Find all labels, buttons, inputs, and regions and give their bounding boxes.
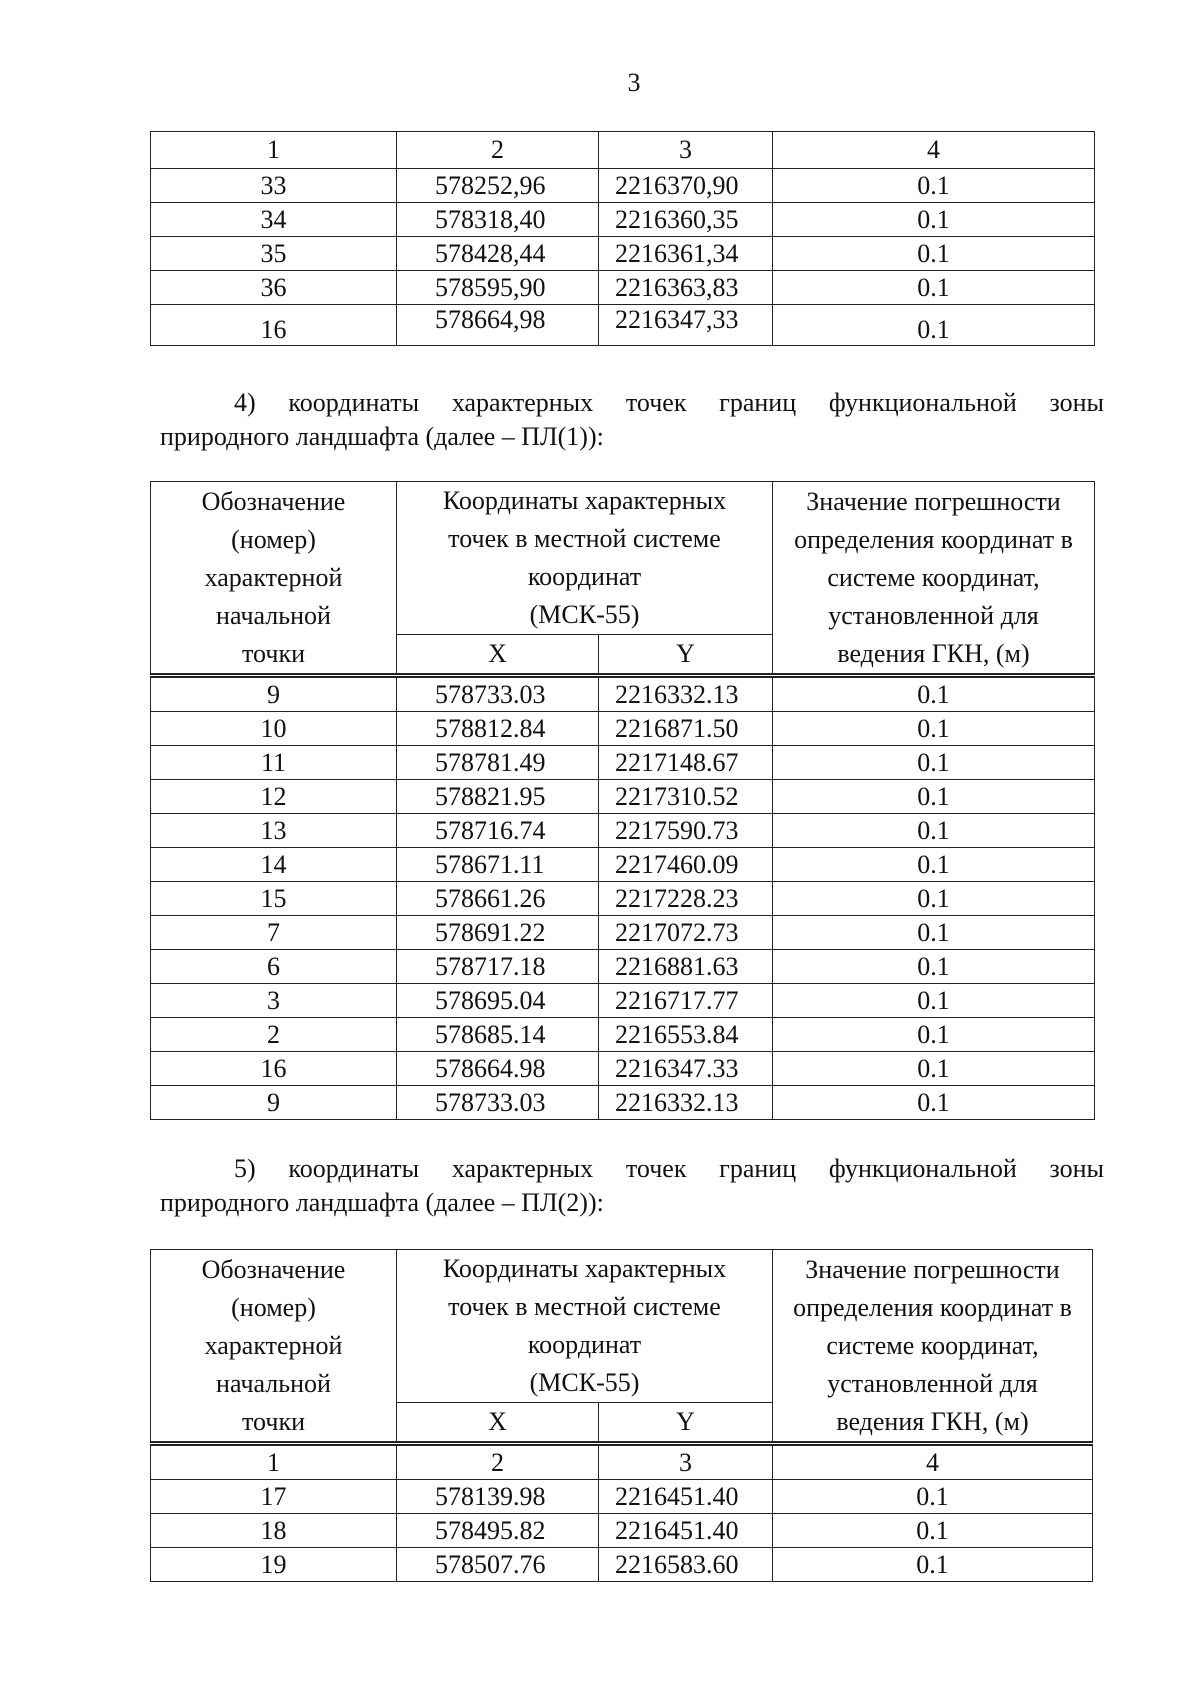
error-value: 0.1 [773, 950, 1095, 984]
column-number-3: 3 [599, 1444, 773, 1480]
table-row [151, 848, 1095, 882]
error-value: 0.1 [773, 984, 1095, 1018]
header-line: ведения ГКН, (м) [836, 1406, 1029, 1436]
y-coordinate: 2216360,35 [599, 203, 773, 237]
error-value: 0.1 [773, 1018, 1095, 1052]
y-coordinate: 2216332.13 [599, 676, 773, 712]
point-number: 33 [151, 169, 397, 203]
error-value: 0.1 [773, 712, 1095, 746]
header-line: характерной [204, 562, 343, 592]
y-header: Y [599, 635, 773, 676]
table-row [151, 676, 1095, 712]
error-value: 0.1 [773, 746, 1095, 780]
x-header: X [397, 635, 599, 676]
table-row [151, 1514, 1093, 1548]
error-value: 0.1 [773, 1086, 1095, 1120]
error-value: 0.1 [773, 203, 1095, 237]
error-header [773, 482, 1095, 676]
x-coordinate: 578691.22 [397, 916, 599, 950]
x-header: X [397, 1403, 599, 1444]
table-row [151, 882, 1095, 916]
point-number: 34 [151, 203, 397, 237]
y-coordinate: 2217228.23 [599, 882, 773, 916]
table-row [151, 169, 1095, 203]
y-coordinate: 2217590.73 [599, 814, 773, 848]
y-coordinate: 2216347.33 [599, 1052, 773, 1086]
table-row [151, 712, 1095, 746]
table-row [151, 1052, 1095, 1086]
column-number-1: 1 [151, 132, 397, 169]
table-row [151, 984, 1095, 1018]
error-value: 0.1 [773, 1480, 1093, 1514]
section-5-heading [160, 1152, 1104, 1220]
x-coordinate: 578821.95 [397, 780, 599, 814]
x-coordinate: 578671.11 [397, 848, 599, 882]
header-line: координат [527, 562, 642, 591]
error-header [773, 1250, 1093, 1444]
table-row [151, 237, 1095, 271]
point-number: 10 [151, 712, 397, 746]
table-header-row [151, 1250, 1093, 1403]
point-number: 12 [151, 780, 397, 814]
y-coordinate: 2216717.77 [599, 984, 773, 1018]
header-line: точек в местной системе [448, 1292, 721, 1321]
point-number: 17 [151, 1480, 397, 1514]
x-coordinate: 578781.49 [397, 746, 599, 780]
x-coordinate: 578595,90 [397, 271, 599, 305]
point-number: 11 [151, 746, 397, 780]
y-coordinate: 2216881.63 [599, 950, 773, 984]
header-line: Координаты характерных [442, 1254, 727, 1283]
header-line: начальной [216, 1368, 331, 1398]
column-number-1: 1 [151, 1444, 397, 1480]
coordinates-table-pl2 [150, 1249, 1093, 1582]
header-line: ведения ГКН, (м) [837, 638, 1030, 668]
header-line: (МСК-55) [529, 600, 640, 629]
section-4-line-1: 4) координаты характерных точек границ функциональной зоны [234, 388, 1104, 417]
x-coordinate: 578695.04 [397, 984, 599, 1018]
x-coordinate: 578318,40 [397, 203, 599, 237]
header-line: точки [242, 1406, 305, 1436]
point-number: 2 [151, 1018, 397, 1052]
point-designation-header [151, 482, 397, 676]
x-coordinate: 578495.82 [397, 1514, 599, 1548]
y-coordinate: 2216583.60 [599, 1548, 773, 1582]
point-number: 16 [151, 305, 397, 346]
y-coordinate: 2216347,33 [599, 305, 773, 346]
x-coordinate: 578685.14 [397, 1018, 599, 1052]
point-number: 35 [151, 237, 397, 271]
y-coordinate: 2216553.84 [599, 1018, 773, 1052]
section-5-line-1: 5) координаты характерных точек границ функциональной зоны [234, 1154, 1104, 1183]
table-row [151, 780, 1095, 814]
point-number: 9 [151, 676, 397, 712]
coordinates-header [397, 482, 773, 635]
header-line: установленной для [827, 1368, 1038, 1398]
x-coordinate: 578661.26 [397, 882, 599, 916]
point-number: 6 [151, 950, 397, 984]
table-row [151, 746, 1095, 780]
point-number: 19 [151, 1548, 397, 1582]
error-value: 0.1 [773, 780, 1095, 814]
table-row [151, 203, 1095, 237]
x-coordinate: 578733.03 [397, 1086, 599, 1120]
point-number: 7 [151, 916, 397, 950]
table-row [151, 305, 1095, 346]
y-coordinate: 2216451.40 [599, 1480, 773, 1514]
header-line: Обозначение [201, 486, 346, 516]
header-line: характерной [204, 1330, 343, 1360]
section-4-line-2: природного ландшафта (далее – ПЛ(1)): [160, 422, 604, 451]
table-row [151, 271, 1095, 305]
column-number-2: 2 [397, 132, 599, 169]
section-4-heading [160, 386, 1104, 454]
x-coordinate: 578428,44 [397, 237, 599, 271]
table-row [151, 1548, 1093, 1582]
y-coordinate: 2216361,34 [599, 237, 773, 271]
x-coordinate: 578139.98 [397, 1480, 599, 1514]
header-line: точек в местной системе [448, 524, 721, 553]
table-row [151, 814, 1095, 848]
point-number: 9 [151, 1086, 397, 1120]
coordinates-table-pl1 [150, 481, 1095, 1120]
error-value: 0.1 [773, 916, 1095, 950]
point-number: 15 [151, 882, 397, 916]
x-coordinate: 578664.98 [397, 1052, 599, 1086]
table-row [151, 1018, 1095, 1052]
x-coordinate: 578507.76 [397, 1548, 599, 1582]
y-coordinate: 2216871.50 [599, 712, 773, 746]
error-value: 0.1 [773, 271, 1095, 305]
header-line: (МСК-55) [529, 1368, 640, 1397]
column-number-4: 4 [773, 1444, 1093, 1480]
table-header-row [151, 482, 1095, 635]
x-coordinate: 578717.18 [397, 950, 599, 984]
coordinates-table-continued [150, 131, 1095, 346]
error-value: 0.1 [773, 848, 1095, 882]
column-number-4: 4 [773, 132, 1095, 169]
error-value: 0.1 [773, 169, 1095, 203]
header-line: начальной [216, 600, 331, 630]
error-value: 0.1 [773, 676, 1095, 712]
header-line: Значение погрешности [805, 1254, 1060, 1284]
point-number: 3 [151, 984, 397, 1018]
x-coordinate: 578252,96 [397, 169, 599, 203]
y-coordinate: 2217148.67 [599, 746, 773, 780]
header-line: Обозначение [201, 1254, 346, 1284]
table-row [151, 916, 1095, 950]
header-line: установленной для [828, 600, 1039, 630]
column-numbering-row [151, 1444, 1093, 1480]
point-number: 16 [151, 1052, 397, 1086]
y-coordinate: 2217460.09 [599, 848, 773, 882]
y-coordinate: 2217310.52 [599, 780, 773, 814]
point-number: 13 [151, 814, 397, 848]
point-designation-header [151, 1250, 397, 1444]
y-coordinate: 2216332.13 [599, 1086, 773, 1120]
x-coordinate: 578664,98 [397, 305, 599, 346]
header-line: координат [527, 1330, 642, 1359]
error-value: 0.1 [773, 237, 1095, 271]
column-number-3: 3 [599, 132, 773, 169]
header-line: (номер) [231, 1292, 316, 1322]
y-coordinate: 2217072.73 [599, 916, 773, 950]
header-line: определения координат в [794, 524, 1073, 554]
point-number: 14 [151, 848, 397, 882]
error-value: 0.1 [773, 814, 1095, 848]
error-value: 0.1 [773, 1052, 1095, 1086]
y-header: Y [599, 1403, 773, 1444]
header-line: точки [242, 638, 305, 668]
header-line: определения координат в [793, 1292, 1072, 1322]
x-coordinate: 578812.84 [397, 712, 599, 746]
table-row [151, 1086, 1095, 1120]
header-line: Значение погрешности [806, 486, 1061, 516]
error-value: 0.1 [773, 1514, 1093, 1548]
column-number-2: 2 [397, 1444, 599, 1480]
y-coordinate: 2216363,83 [599, 271, 773, 305]
table-row [151, 1480, 1093, 1514]
header-line: системе координат, [826, 1330, 1039, 1360]
header-line: (номер) [231, 524, 316, 554]
header-line: системе координат, [827, 562, 1040, 592]
y-coordinate: 2216451.40 [599, 1514, 773, 1548]
x-coordinate: 578716.74 [397, 814, 599, 848]
page-number: 3 [627, 68, 641, 97]
point-number: 36 [151, 271, 397, 305]
error-value: 0.1 [773, 1548, 1093, 1582]
error-value: 0.1 [773, 305, 1095, 346]
column-numbering-row [151, 132, 1095, 169]
x-coordinate: 578733.03 [397, 676, 599, 712]
table-row [151, 950, 1095, 984]
error-value: 0.1 [773, 882, 1095, 916]
y-coordinate: 2216370,90 [599, 169, 773, 203]
header-line: Координаты характерных [442, 486, 727, 515]
point-number: 18 [151, 1514, 397, 1548]
section-5-line-2: природного ландшафта (далее – ПЛ(2)): [160, 1188, 604, 1217]
coordinates-header [397, 1250, 773, 1403]
